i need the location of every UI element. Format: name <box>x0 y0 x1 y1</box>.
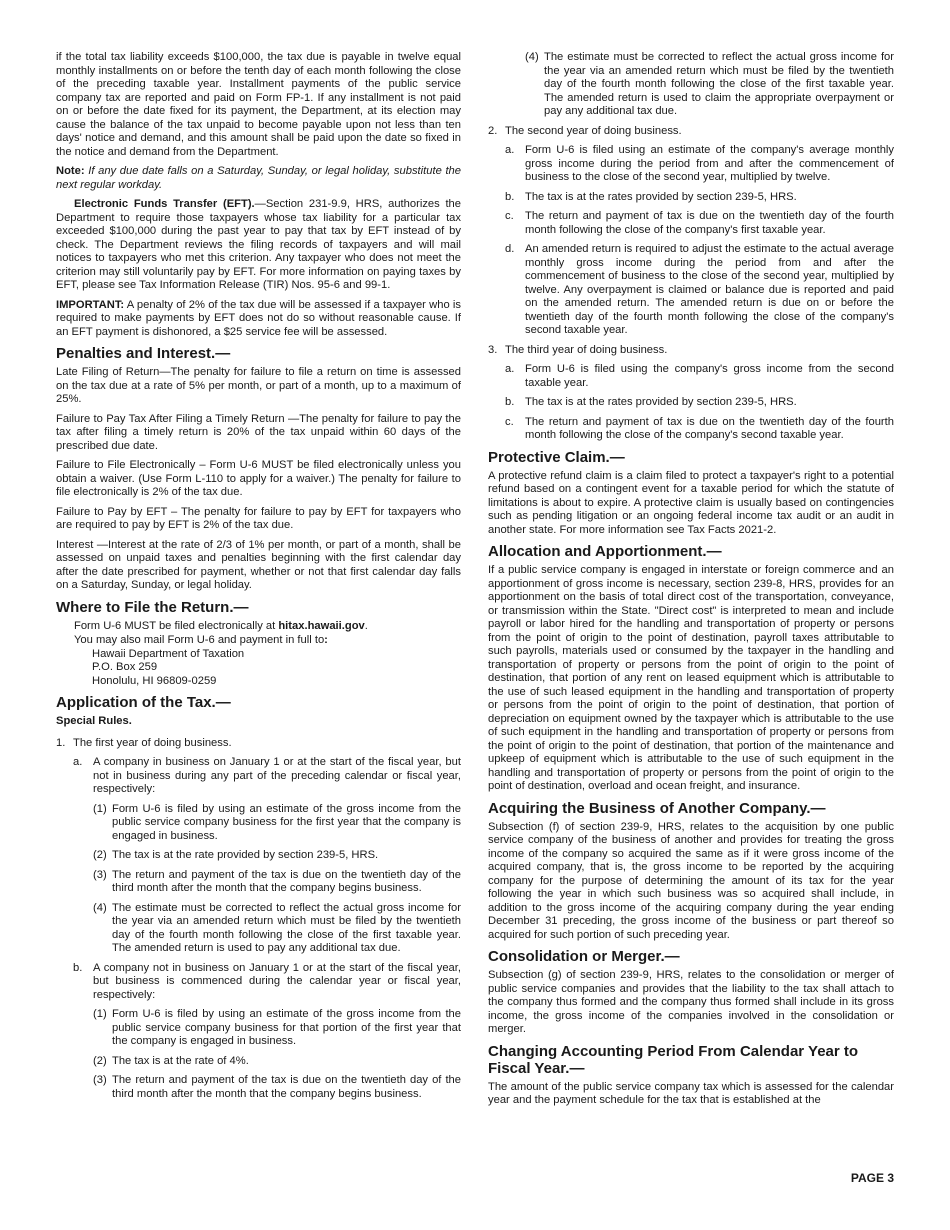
list-marker: (3) <box>93 868 107 881</box>
note-label: Note: <box>56 165 85 177</box>
eft-label: Electronic Funds Transfer (EFT). <box>74 198 255 210</box>
penalties-heading: Penalties and Interest.— <box>56 345 231 362</box>
protective-claim-heading: Protective Claim.— <box>488 448 625 466</box>
where-line-electronic <box>74 620 461 634</box>
acquiring-text: Subsection (f) of section 239-9, HRS, relates to the acquisition by one public service company of the business of another and provides for treating the gross income of the company so acquired the same as if it were gross income of the acquired company, that is, the gross income to be reported by the acquiring company for the purpose of determining the amount of its tax for the year following the year in which such business was so acquired shall include, in addition to the gross income of the acquiring company during the year ending December 31 preceding, the gross income of the business or part thereof so acquired for such portion of such preceding year. <box>488 820 894 941</box>
mailing-address <box>92 648 461 689</box>
note-text: If any due date falls on a Saturday, Sunday, or legal holiday, substitute the next regular workday. <box>56 165 461 191</box>
list-item <box>73 962 461 1003</box>
list-item <box>93 1074 461 1101</box>
where-line-mail <box>74 634 461 648</box>
list-marker: (4) <box>93 901 107 914</box>
address-line: Hawaii Department of Taxation <box>92 647 245 660</box>
list-text: The tax is at the rate provided by section 239-5, HRS. <box>112 849 379 861</box>
list-item <box>505 144 894 185</box>
list-item <box>73 756 461 797</box>
note-paragraph <box>56 165 461 192</box>
list-marker: a. <box>73 756 83 768</box>
important-label: IMPORTANT: <box>56 298 125 311</box>
penalty-failure-to-pay: Failure to Pay Tax After Filing a Timely Return —The penalty for failure to pay the tax after filing a timely return is 20% of the tax unpaid within 60 days of the prescribed due date. <box>56 412 461 452</box>
important-paragraph <box>56 299 461 340</box>
list-item <box>505 210 894 237</box>
penalty-interest: Interest —Interest at the rate of 2/3 of 1% per month, or part of a month, shall be assessed on unpaid taxes and penalties beginning with the first calendar day after the date prescribed for payment, whether or not that first calendar day falls on a Saturday, Sunday, or legal holiday. <box>56 538 461 591</box>
important-text: A penalty of 2% of the tax due will be assessed if a taxpayer who is required to make payments by EFT does not do so without reasonable cause. If an EFT payment is dishonored, a $25 service fee will be assessed. <box>56 298 461 338</box>
list-text: The return and payment of the tax is due on the twentieth day of the third month after the month that the company begins business. <box>112 1074 461 1100</box>
consolidation-heading: Consolidation or Merger.— <box>488 948 680 965</box>
list-item <box>93 902 461 956</box>
where-to-file-block <box>74 620 461 689</box>
list-item <box>93 803 461 844</box>
allocation-heading: Allocation and Apportionment.— <box>488 543 722 560</box>
list-marker: c. <box>505 210 514 222</box>
list-marker: (2) <box>93 1054 107 1067</box>
list-item <box>93 869 461 896</box>
eft-paragraph <box>56 198 461 293</box>
list-text: The return and payment of the tax is due on the twentieth day of the third month after the month that the company begins business. <box>112 868 461 894</box>
list-marker: c. <box>505 415 514 428</box>
list-item <box>505 396 894 410</box>
list-item <box>505 243 894 338</box>
list-marker: 2. <box>488 124 498 137</box>
list-text: Form U-6 is filed using the company's gross income from the second taxable year. <box>525 363 894 389</box>
page-number: PAGE 3 <box>850 1171 894 1185</box>
where-to-file-heading: Where to File the Return.— <box>56 598 249 616</box>
special-rules-subheading: Special Rules. <box>56 715 132 727</box>
list-text: An amended return is required to adjust the estimate to the actual average monthly gross income during the period from and after the commencement of business to the close of the second year, multiplied by twelve. Any overpayment is claimed or balance due is reported and paid on the amended return. The amended return is due on or before the twentieth day of the fourth month following the close of the company's second taxable year. <box>525 243 894 336</box>
list-item <box>505 416 894 443</box>
eft-text: —Section 231-9.9, HRS, authorizes the Department to require those taxpayers whose tax liability for a particular tax exceeded $100,000 during the past year to pay that tax by EFT instead of by check. The Department reviews the filing records of taxpayers and will mail notices to taxpayers who met this criterion. Any taxpayer who does not meet the criterion may still voluntarily pay by EFT. For more information on paying taxes by EFT, please see Tax Information Release (TIR) Nos. 95-6 and 99-1. <box>56 198 461 291</box>
list-text: The tax is at the rates provided by section 239-5, HRS. <box>525 396 797 408</box>
list-item <box>93 849 461 863</box>
list-item <box>488 125 894 139</box>
list-marker: (4) <box>525 51 539 63</box>
list-text: The third year of doing business. <box>505 343 668 356</box>
list-text: The first year of doing business. <box>73 736 232 749</box>
where-line-electronic-text: Form U-6 MUST be filed electronically at <box>74 619 279 632</box>
penalty-late-filing: Late Filing of Return—The penalty for failure to file a return on time is assessed on the tax due at a rate of 5% per month, or part of a month, up to a maximum of 25%. <box>56 366 461 405</box>
application-heading: Application of the Tax.— <box>56 694 231 711</box>
list-text: The tax is at the rates provided by section 239-5, HRS. <box>525 190 797 203</box>
list-text: Form U-6 is filed by using an estimate of the gross income from the public service company business for the first year that the company is engaged in business. <box>112 802 461 842</box>
list-marker: a. <box>505 144 515 156</box>
list-item <box>56 737 461 751</box>
list-text: A company in business on January 1 or at the start of the fiscal year, but not in business during any part of the preceding calendar or fiscal year, respectively: <box>93 756 461 795</box>
list-marker: (1) <box>93 802 107 815</box>
list-text: The return and payment of tax is due on the twentieth day of the fourth month following the close of the company's second taxable year. <box>525 415 894 441</box>
list-item <box>488 344 894 358</box>
where-line-mail-colon: : <box>324 634 328 646</box>
list-marker: b. <box>73 961 83 974</box>
changing-period-heading: Changing Accounting Period From Calendar Year to Fiscal Year.— <box>488 1042 859 1077</box>
penalty-pay-by-eft: Failure to Pay by EFT – The penalty for failure to pay by EFT for taxpayers who are required to pay by EFT is 2% of the tax due. <box>56 505 461 531</box>
list-marker: d. <box>505 243 515 255</box>
list-item <box>93 1008 461 1049</box>
list-text: The return and payment of tax is due on the twentieth day of the fourth month following the close of the company's first taxable year. <box>525 210 894 236</box>
acquiring-heading: Acquiring the Business of Another Company.— <box>488 799 826 817</box>
list-marker: a. <box>505 363 515 375</box>
hitax-link[interactable]: hitax.hawaii.gov <box>278 619 365 632</box>
list-marker: b. <box>505 396 515 408</box>
changing-period-text: The amount of the public service company tax which is assessed for the calendar year and the payment schedule for the tax that is established at the <box>488 1080 894 1106</box>
list-text: Form U-6 is filed by using an estimate of the gross income from the public service company business for that portion of the first year that the company is engaged in business. <box>112 1008 461 1047</box>
list-marker: (3) <box>93 1074 107 1086</box>
intro-paragraph: if the total tax liability exceeds $100,000, the tax due is payable in twelve equal monthly installments on or before the tenth day of each month following the close of the preceding taxable year. Installment payments of the public service company tax are reported and paid on Form FP-1. If any installment is not paid on or before the date fixed for its payment, the Department, at its election may cause the balance of the tax unpaid to become payable upon not less than ten days' notice and demand, and this amount shall be paid upon the date so fixed in the notice and demand from the Department. <box>56 51 461 158</box>
list-text: A company not in business on January 1 or at the start of the fiscal year, but business is commenced during the calendar year or fiscal year, respectively: <box>93 961 461 1001</box>
address-line: Honolulu, HI 96809-0259 <box>92 674 217 687</box>
consolidation-text: Subsection (g) of section 239-9, HRS, relates to the consolidation or merger of public service companies and provides that the liability to the tax shall attach to the company thus formed and the company thus formed shall include in its gross income, the gross income of the companies involved in the consolidation or merger. <box>488 969 894 1035</box>
protective-claim-text: A protective refund claim is a claim filed to protect a taxpayer's right to a potential refund based on a contingent event for a taxable period for which the statute of limitations is about to expire. A protective claim is usually based on contingencies such as pending litigation or an ongoing federal income tax audit or an audit in another state. For more information see Tax Facts 2021-2. <box>488 469 894 536</box>
left-column <box>56 51 461 1107</box>
list-text: The tax is at the rate of 4%. <box>112 1054 249 1067</box>
allocation-text: If a public service company is engaged in interstate or foreign commerce and an apportionment of gross income is necessary, section 239-8, HRS, provides for an apportionment on the basis of total direct cost of the transportation, conveyance, or transmission within the State. "Direct cost" is interpreted to mean and include payroll or labor hired for the handling and transportation of property or persons from the point of origin to the point of destination, payroll taxes attributable to such payrolls, materials used or consumed by the taxpayer in the handling and transportation of property or persons from the point of origin to the point of destination, that portion of any rent on leased equipment which is attributable to the use of such leased equipment in the handling and transportation of property or persons from the point of origin to the point of destination, that portion of depreciation on equipment owned by the taxpayer which is attributable to the use of such equipment in the handling and transportation of property or persons from the point of origin to the point of destination, that portion of the maintenance and upkeep of equipment which is attributable to the use of such equipment in the handling and transportation of property or persons from the point of origin to the point of destination, overload and ocean freight, and insurance. <box>488 564 894 792</box>
list-item <box>505 191 894 205</box>
list-text: Form U-6 is filed using an estimate of the company's average monthly gross income during the period from and after the commencement of business to the close of the second year, multiplied by twelve. <box>525 144 894 183</box>
right-column <box>488 51 894 1114</box>
list-marker: 1. <box>56 736 66 749</box>
list-text: The estimate must be corrected to reflect the actual gross income for the year via an amended return which must be filed by the twentieth day of the fourth month following the close of the first taxable year. The amended return is used to pay any additional tax due. <box>112 901 461 954</box>
penalty-file-electronically: Failure to File Electronically – Form U-6 MUST be filed electronically unless you obtain a waiver. (Use Form L-110 to apply for a waiver.) The penalty for failure to file electronically is 2% of the tax due. <box>56 459 461 498</box>
list-text: The estimate must be corrected to reflect the actual gross income for the year via an amended return which must be filed by the twentieth day of the fourth month following the close of the first taxable year. The amended return is used to claim the appropriate overpayment or pay any additional tax due. <box>544 51 894 117</box>
list-marker: (1) <box>93 1008 107 1020</box>
where-line-mail-text: You may also mail Form U-6 and payment in full to <box>74 634 325 646</box>
where-line-period: . <box>364 619 368 632</box>
list-marker: (2) <box>93 849 107 861</box>
list-marker: 3. <box>488 343 498 356</box>
address-line: P.O. Box 259 <box>92 661 158 673</box>
list-text: The second year of doing business. <box>505 124 682 137</box>
list-item <box>505 363 894 390</box>
list-item <box>525 51 894 119</box>
list-marker: b. <box>505 190 515 203</box>
list-item <box>93 1055 461 1069</box>
